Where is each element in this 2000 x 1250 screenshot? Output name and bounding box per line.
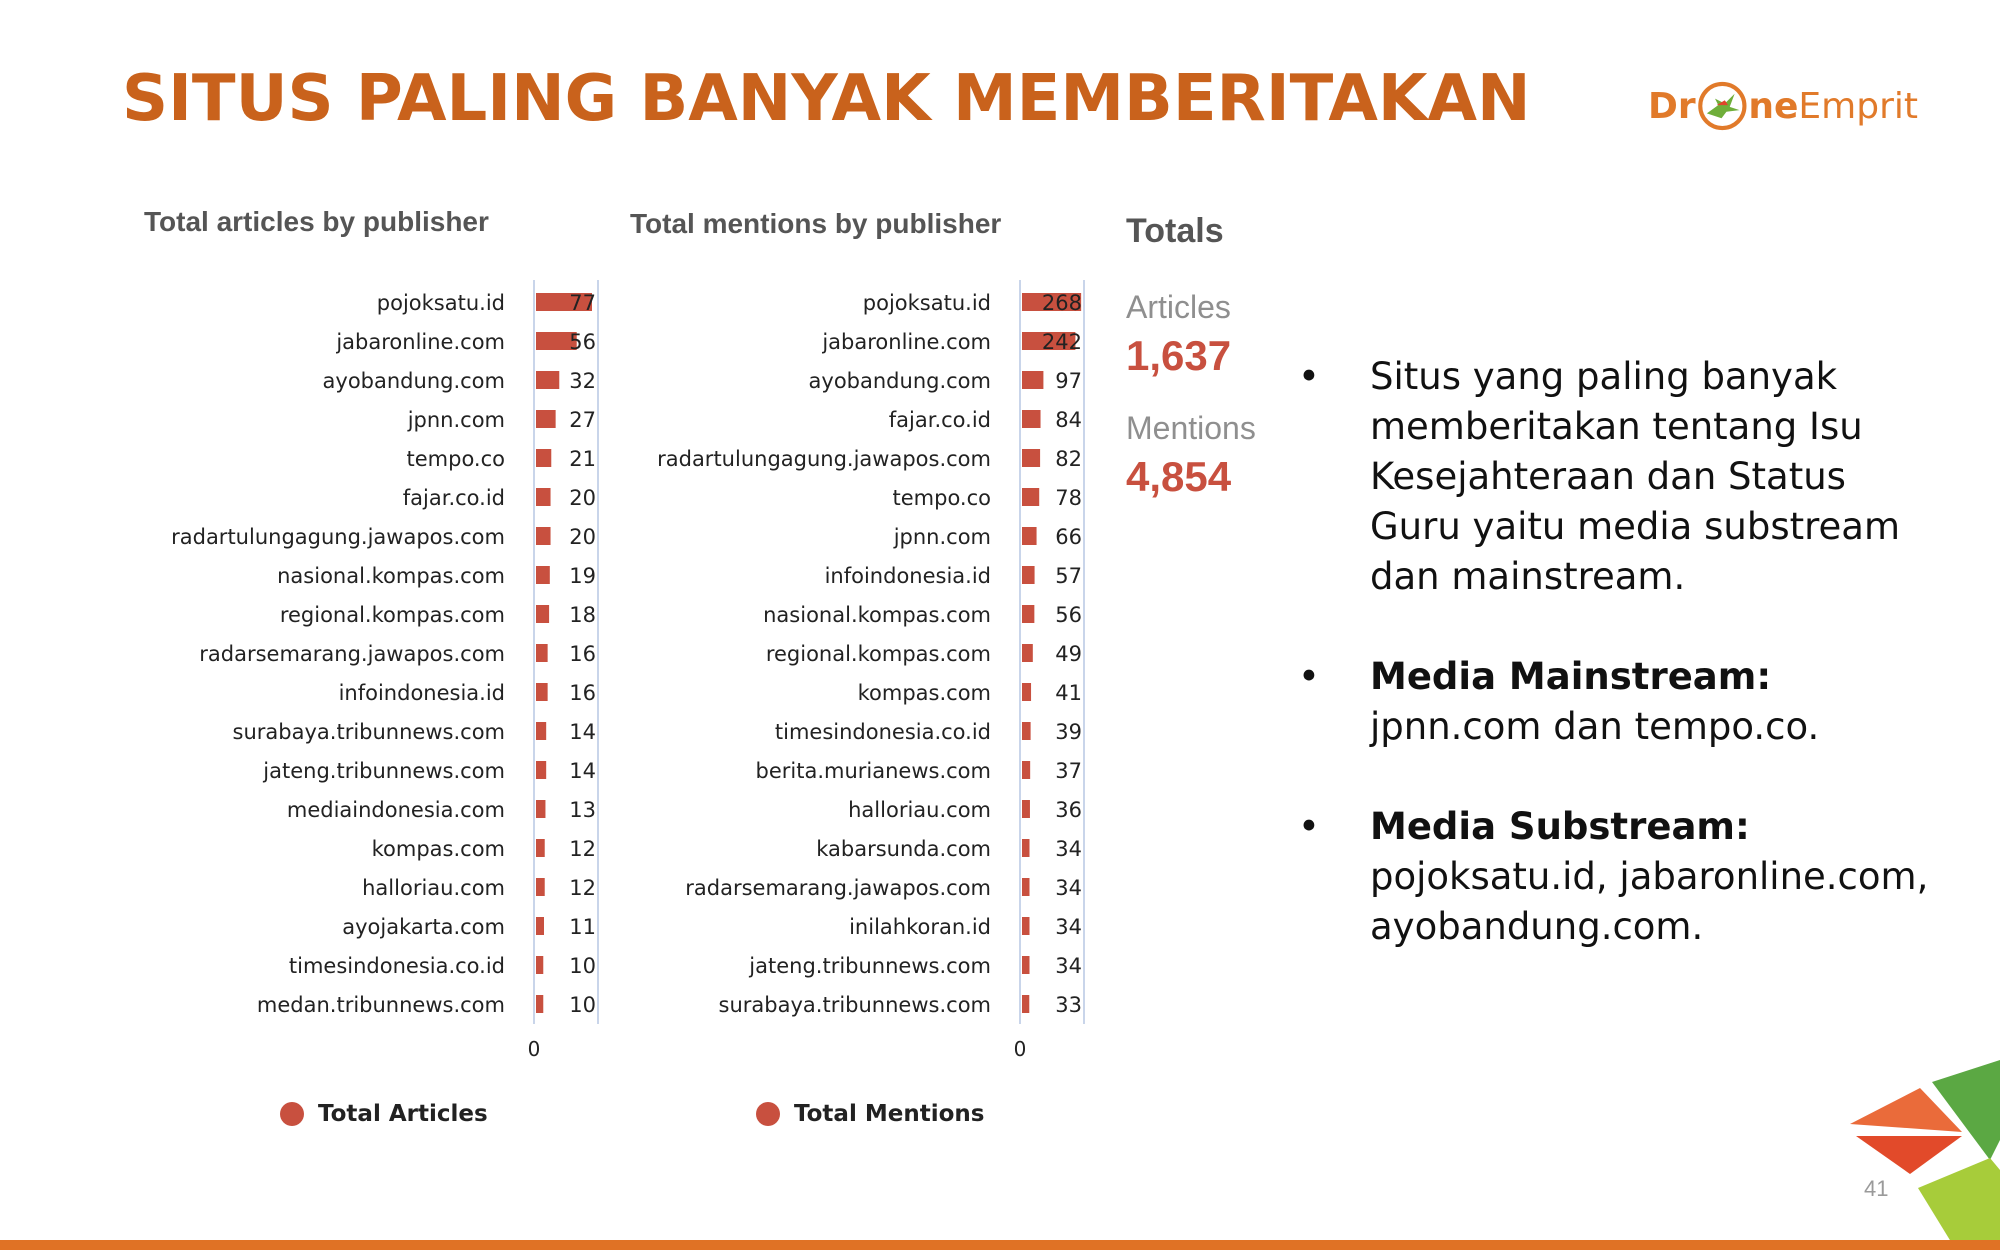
logo-text-part1: Dr — [1648, 85, 1696, 127]
category-label: jateng.tribunnews.com — [263, 759, 505, 783]
x-tick-label: 0 — [1013, 1037, 1027, 1061]
data-label: 66 — [1055, 525, 1082, 549]
data-label: 34 — [1055, 837, 1082, 861]
data-label: 97 — [1055, 369, 1082, 393]
data-label: 32 — [569, 369, 596, 393]
mentions-legend-label: Total Mentions — [794, 1101, 985, 1127]
bullet-item — [1298, 802, 1938, 952]
category-label: ayobandung.com — [808, 369, 991, 393]
bullet-mark: • — [1298, 355, 1320, 398]
category-label: surabaya.tribunnews.com — [718, 993, 991, 1017]
data-label: 19 — [569, 564, 596, 588]
articles-total-label: Articles — [1126, 289, 1231, 325]
data-label: 49 — [1055, 642, 1082, 666]
totals-heading: Totals — [1126, 212, 1224, 250]
category-label: medan.tribunnews.com — [256, 993, 505, 1017]
data-bar — [536, 917, 544, 935]
category-label: ayojakarta.com — [342, 915, 505, 939]
category-label: regional.kompas.com — [765, 642, 991, 666]
category-label: kompas.com — [857, 681, 991, 705]
data-bar — [1022, 410, 1041, 428]
drone-emprit-logo — [1648, 70, 1918, 142]
data-label: 14 — [569, 759, 596, 783]
data-label: 57 — [1055, 564, 1082, 588]
data-bar — [1022, 605, 1034, 623]
data-bar — [1022, 956, 1030, 974]
data-bar — [536, 605, 549, 623]
data-label: 34 — [1055, 876, 1082, 900]
mentions-chart-title: Total mentions by publisher — [630, 208, 1002, 239]
bullet-mark: • — [1298, 655, 1320, 698]
data-bar — [536, 761, 546, 779]
category-label: radartulungagung.jawapos.com — [657, 447, 991, 471]
data-label: 34 — [1055, 954, 1082, 978]
data-bar — [536, 956, 543, 974]
mentions-legend[interactable] — [756, 1101, 984, 1127]
category-label: jabaronline.com — [822, 330, 991, 354]
bullet-bold: Media Substream: — [1370, 805, 1750, 848]
data-bar — [1022, 917, 1030, 935]
slide-title: SITUS PALING BANYAK MEMBERITAKAN — [122, 62, 1531, 136]
data-bar — [1022, 449, 1040, 467]
category-label: infoindonesia.id — [824, 564, 991, 588]
data-label: 20 — [569, 486, 596, 510]
data-bar — [1022, 371, 1043, 389]
category-label: fajar.co.id — [888, 408, 991, 432]
page-number: 41 — [1864, 1176, 1889, 1201]
mentions-bar-chart — [620, 280, 1100, 1060]
category-label: radarsemarang.jawapos.com — [685, 876, 991, 900]
data-label: 12 — [569, 876, 596, 900]
data-bar — [536, 410, 556, 428]
data-label: 12 — [569, 837, 596, 861]
drone-bird-icon — [1697, 75, 1748, 137]
data-bar — [536, 800, 545, 818]
data-bar — [1022, 878, 1030, 896]
data-label: 82 — [1055, 447, 1082, 471]
category-label: infoindonesia.id — [338, 681, 505, 705]
category-label: inilahkoran.id — [849, 915, 991, 939]
data-label: 56 — [1055, 603, 1082, 627]
data-label: 16 — [569, 642, 596, 666]
bullet-text: pojoksatu.id, jabaronline.com, ayobandung.com. — [1370, 855, 1929, 948]
data-label: 27 — [569, 408, 596, 432]
data-label: 11 — [569, 915, 596, 939]
data-bar — [536, 683, 548, 701]
data-label: 34 — [1055, 915, 1082, 939]
category-label: jpnn.com — [407, 408, 505, 432]
articles-legend[interactable] — [280, 1101, 488, 1127]
data-bar — [536, 644, 548, 662]
category-label: radartulungagung.jawapos.com — [171, 525, 505, 549]
data-bar — [536, 839, 545, 857]
category-label: ayobandung.com — [322, 369, 505, 393]
logo-text-part2: ne — [1748, 85, 1799, 127]
legend-dot — [280, 1102, 304, 1126]
data-bar — [1022, 761, 1030, 779]
data-bar — [536, 527, 551, 545]
data-bar — [536, 722, 546, 740]
data-bar — [536, 566, 550, 584]
category-label: tempo.co — [892, 486, 991, 510]
category-label: mediaindonesia.com — [286, 798, 505, 822]
category-label: timesindonesia.co.id — [774, 720, 991, 744]
data-bar — [1022, 995, 1029, 1013]
bullet-bold: Media Mainstream: — [1370, 655, 1772, 698]
bullet-item — [1298, 652, 1938, 752]
category-label: kompas.com — [371, 837, 505, 861]
data-label: 33 — [1055, 993, 1082, 1017]
data-label: 21 — [569, 447, 596, 471]
logo-text-part3: Emprit — [1798, 85, 1918, 127]
bullet-text: Situs yang paling banyak memberitakan tentang Isu Kesejahteraan dan Status Guru yaitu media substream dan mainstream. — [1370, 355, 1900, 598]
articles-chart-title: Total articles by publisher — [144, 206, 489, 237]
bullet-item — [1298, 352, 1938, 602]
data-label: 242 — [1041, 330, 1082, 354]
category-label: pojoksatu.id — [376, 291, 505, 315]
category-label: jpnn.com — [893, 525, 991, 549]
category-label: regional.kompas.com — [279, 603, 505, 627]
data-bar — [536, 878, 545, 896]
data-bar — [1022, 566, 1035, 584]
category-label: berita.murianews.com — [755, 759, 991, 783]
data-label: 268 — [1041, 291, 1082, 315]
x-tick-label: 0 — [527, 1037, 541, 1061]
data-bar — [536, 488, 551, 506]
data-label: 78 — [1055, 486, 1082, 510]
data-label: 16 — [569, 681, 596, 705]
mentions-total-value: 4,854 — [1126, 453, 1232, 500]
data-bar — [536, 449, 551, 467]
bullet-mark: • — [1298, 805, 1320, 848]
data-bar — [1022, 722, 1031, 740]
data-label: 77 — [569, 291, 596, 315]
data-bar — [536, 995, 543, 1013]
mentions-total-label: Mentions — [1126, 410, 1256, 446]
data-bar — [1022, 488, 1039, 506]
articles-bar-chart — [0, 280, 620, 1060]
category-label: nasional.kompas.com — [763, 603, 991, 627]
category-label: surabaya.tribunnews.com — [232, 720, 505, 744]
category-label: pojoksatu.id — [862, 291, 991, 315]
data-label: 36 — [1055, 798, 1082, 822]
category-label: timesindonesia.co.id — [288, 954, 505, 978]
articles-legend-label: Total Articles — [318, 1101, 488, 1127]
articles-total-value: 1,637 — [1126, 332, 1232, 379]
category-label: halloriau.com — [848, 798, 991, 822]
data-bar — [1022, 527, 1037, 545]
bullet-text: jpnn.com dan tempo.co. — [1370, 705, 1820, 748]
data-bar — [1022, 839, 1030, 857]
bullet-list — [1298, 352, 1938, 1002]
data-label: 14 — [569, 720, 596, 744]
data-bar — [1022, 644, 1033, 662]
data-label: 37 — [1055, 759, 1082, 783]
category-label: nasional.kompas.com — [277, 564, 505, 588]
data-label: 56 — [569, 330, 596, 354]
bottom-accent-bar — [0, 1240, 2000, 1250]
data-label: 10 — [569, 993, 596, 1017]
data-label: 39 — [1055, 720, 1082, 744]
data-label: 10 — [569, 954, 596, 978]
category-label: halloriau.com — [362, 876, 505, 900]
legend-dot — [756, 1102, 780, 1126]
data-bar — [536, 371, 559, 389]
data-bar — [1022, 683, 1031, 701]
category-label: jateng.tribunnews.com — [749, 954, 991, 978]
category-label: kabarsunda.com — [816, 837, 991, 861]
decorative-corner-shapes — [1840, 1050, 2000, 1250]
data-label: 20 — [569, 525, 596, 549]
totals-panel — [1126, 212, 1256, 501]
category-label: fajar.co.id — [402, 486, 505, 510]
category-label: tempo.co — [406, 447, 505, 471]
data-label: 13 — [569, 798, 596, 822]
data-label: 41 — [1055, 681, 1082, 705]
data-label: 18 — [569, 603, 596, 627]
category-label: radarsemarang.jawapos.com — [199, 642, 505, 666]
data-label: 84 — [1055, 408, 1082, 432]
data-bar — [1022, 800, 1030, 818]
category-label: jabaronline.com — [336, 330, 505, 354]
